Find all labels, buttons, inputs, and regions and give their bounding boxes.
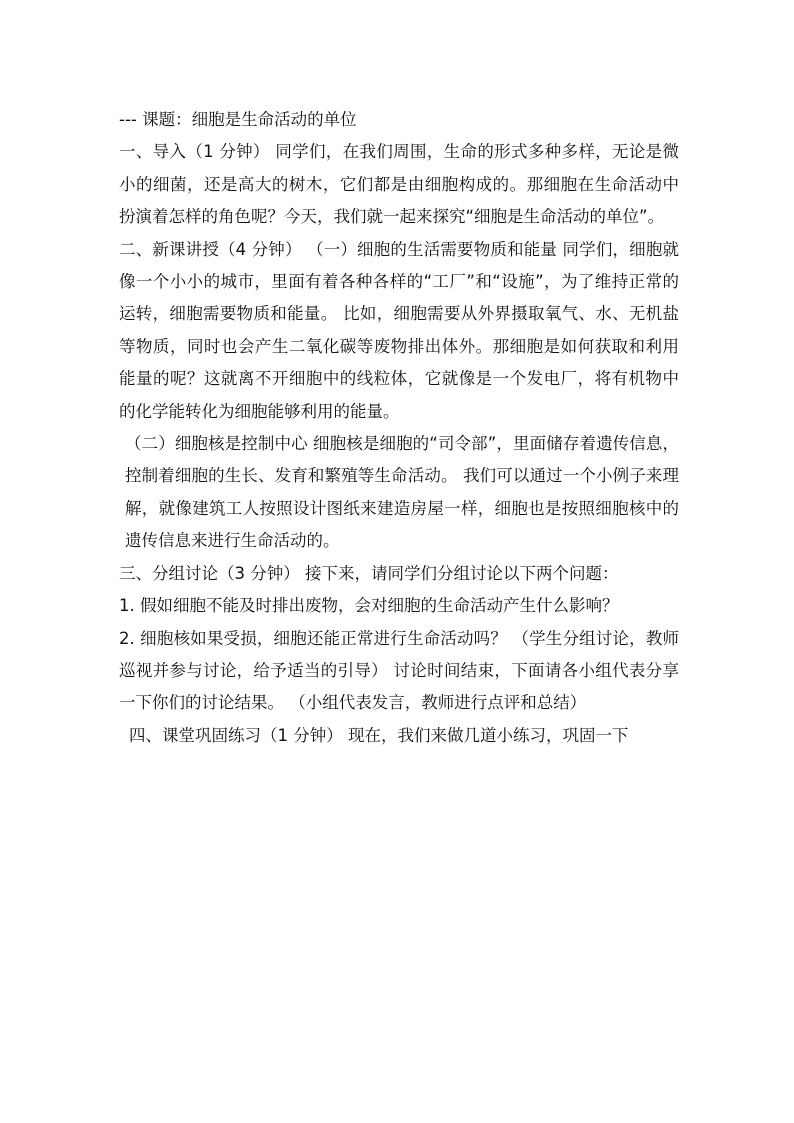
discussion-question-2: 2. 细胞核如果受损，细胞还能正常进行生命活动吗？ （学生分组讨论，教师巡视并参与讨论，给予适当的引导） 讨论时间结束，下面请各小组代表分享一下你们的讨论结果。 （小组代表发言，教师进行点评和总结） <box>119 628 679 713</box>
section-intro: 一、导入（1 分钟） 同学们，在我们周围，生命的形式多种多样，无论是微小的细菌，还是高大的树木，它们都是由细胞构成的。那细胞在生命活动中扮演着怎样的角色呢？今天，我们就一起来探究“细胞是生命活动的单位”。 <box>119 142 679 227</box>
section-nucleus: （二）细胞核是控制中心 细胞核是细胞的“司令部”，里面储存着遗传信息，控制着细胞的生长、发育和繁殖等生命活动。 我们可以通过一个小例子来理解，就像建筑工人按照设计图纸来建造房屋一样，细胞也是按照细胞核中的遗传信息来进行生命活动的。 <box>125 434 679 551</box>
section-practice: 四、课堂巩固练习（1 分钟） 现在，我们来做几道小练习，巩固一下 <box>129 725 629 745</box>
document-body <box>119 104 679 752</box>
discussion-question-1: 1. 假如细胞不能及时排出废物，会对细胞的生命活动产生什么影响？ <box>119 596 619 616</box>
section-group-discussion: 三、分组讨论（3 分钟） 接下来，请同学们分组讨论以下两个问题： <box>119 563 619 583</box>
section-new-lesson: 二、新课讲授（4 分钟） （一）细胞的生活需要物质和能量 同学们，细胞就像一个小小的城市，里面有着各种各样的“工厂”和“设施”，为了维持正常的运转，细胞需要物质和能量。 比如，细胞需要从外界摄取氧气、水、无机盐等物质，同时也会产生二氧化碳等废物排出体外。那细胞是如何获取和利用能量的呢？这就离不开细胞中的线粒体，它就像是一个发电厂，将有机物中的化学能转化为细胞能够利用的能量。 <box>119 239 679 421</box>
lesson-title: --- 课题：细胞是生命活动的单位 <box>119 110 357 129</box>
